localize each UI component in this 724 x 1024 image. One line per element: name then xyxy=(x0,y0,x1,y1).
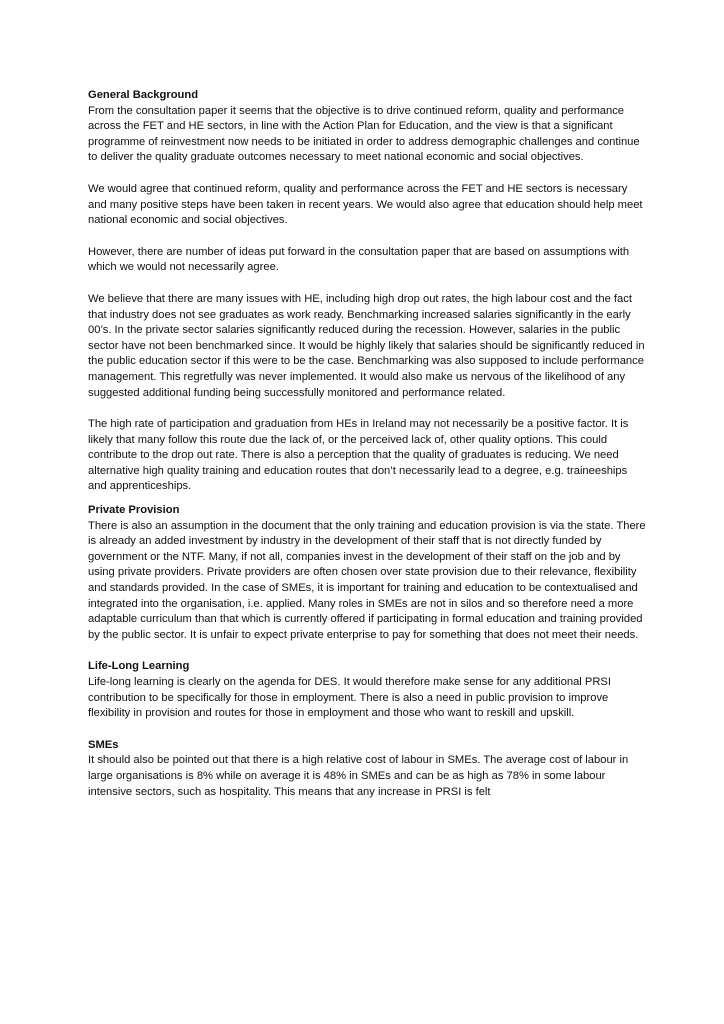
paragraph: Life-long learning is clearly on the agenda for DES. It would therefore make sense for any additional PRSI contribution to be specifically for those in employment. There is also a need in public provision to improve flexibility in provision and routes for those in employment and those who want to reskill and upskill. xyxy=(88,676,611,720)
section-heading: Private Provision xyxy=(88,504,180,517)
paragraph: It should also be pointed out that there is a high relative cost of labour in SMEs. The average cost of labour in large organisations is 8% while on average it is 48% in SMEs and can be as high as 78% in some labour intensive sectors, such as hospitality. This means that any increase in PRSI is felt xyxy=(88,754,629,798)
section-heading: SMEs xyxy=(88,738,119,751)
paragraph: From the consultation paper it seems that the objective is to drive continued reform, quality and performance across the FET and HE sectors, in line with the Action Plan for Education, and the view is that a significant programme of reinvestment now needs to be initiated in order to address demographic challenges and continue to deliver the quality graduate outcomes necessary to meet national economic and social objectives. xyxy=(88,104,640,164)
paragraph: However, there are number of ideas put forward in the consultation paper that are based on assumptions with which we would not necessarily agree. xyxy=(88,245,630,274)
section-general-background xyxy=(88,88,648,495)
section-private-provision xyxy=(88,503,648,643)
section-heading: General Background xyxy=(88,89,199,101)
paragraph: We would agree that continued reform, quality and performance across the FET and HE sectors is necessary and many positive steps have been taken in recent years. We would also agree that education should help meet national economic and social objectives. xyxy=(88,182,643,227)
paragraph: We believe that there are many issues with HE, including high drop out rates, the high labour cost and the fact that industry does not see graduates as work ready. Benchmarking increased salaries significantly in the early 00’s. In the private sector salaries significantly reduced during the recession. However, salaries in the public sector have not been benchmarked since. It would be highly likely that salaries should be significantly reduced in the public education sector if this were to be the case. Benchmarking was also supposed to include performance management. This regretfully was never implemented. It would also make us nervous of the likelihood of any suggested additional funding being successfully monitored and performance related. xyxy=(88,292,645,399)
section-smes xyxy=(88,738,648,800)
paragraph: The high rate of participation and graduation from HEs in Ireland may not necessarily be a positive factor. It is likely that many follow this route due the lack of, or the perceived lack of, other quality options. This could contribute to the drop out rate. There is also a perception that the quality of graduates is reducing. We need alternative high quality training and education routes that don’t necessarily lead to a degree, e.g. traineeships and apprenticeships. xyxy=(88,418,629,493)
section-heading: Life-Long Learning xyxy=(88,660,190,673)
paragraph: There is also an assumption in the document that the only training and education provision is via the state. There is already an added investment by industry in the development of their staff that is not directly funded by government or the NTF. Many, if not all, companies invest in the development of their staff on the job and by using private providers. Private providers are often chosen over state provision due to their relevance, flexibility and standards provided. In the case of SMEs, it is important for training and education to be contextualised and integrated into the organisation, i.e. applied. Many roles in SMEs are not in silos and so therefore need a more adaptable curriculum than that which is currently offered if participating in formal education and training provided by the public sector. It is unfair to expect private enterprise to pay for something that does not meet their needs. xyxy=(88,519,646,641)
section-life-long-learning xyxy=(88,659,648,721)
document-page xyxy=(88,88,648,800)
